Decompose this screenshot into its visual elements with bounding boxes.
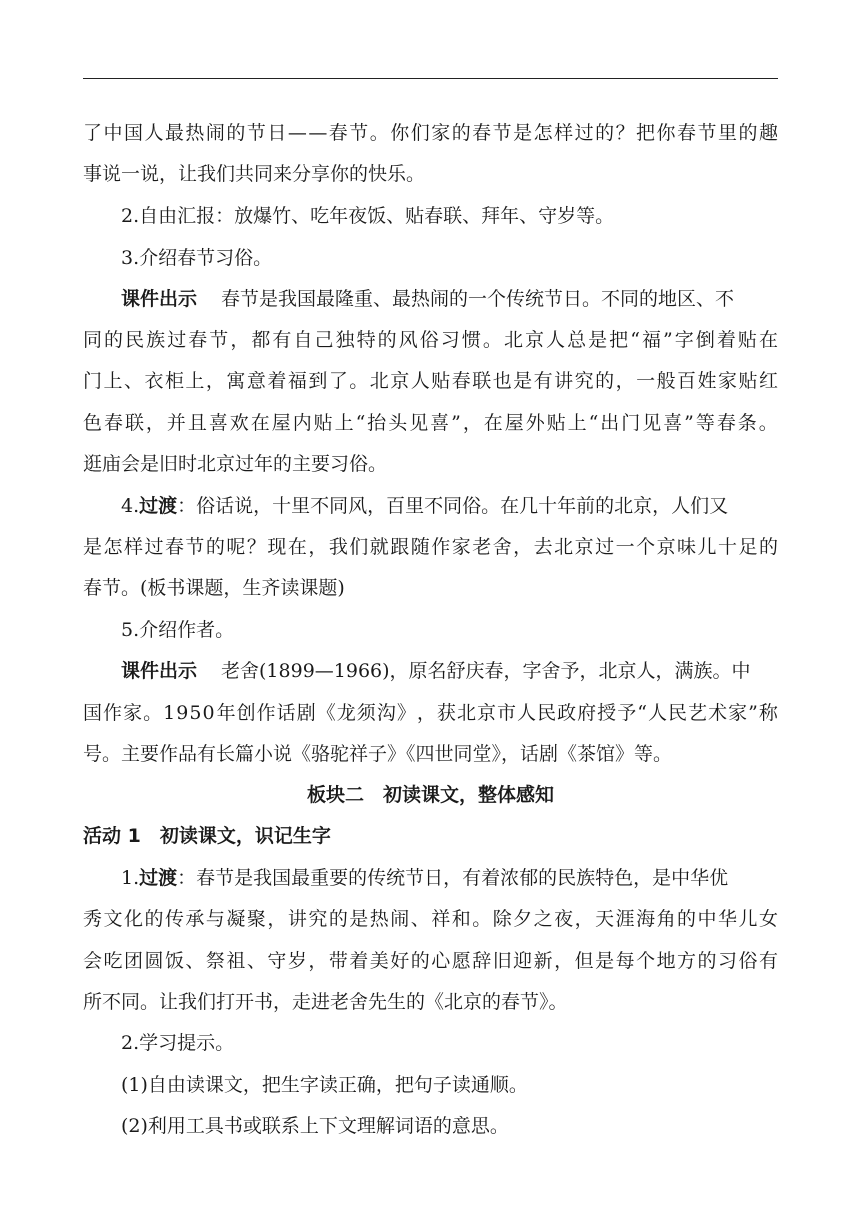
list-item: 2.自由汇报：放爆竹、吃年夜饭、贴春联、拜年、守岁等。	[121, 205, 615, 227]
list-item: (1)自由读课文，把生字读正确，把句子读通顺。	[121, 1074, 528, 1096]
courseware-text: 春节是我国最隆重、最热闹的一个传统节日。不同的地区、不	[221, 288, 735, 310]
paragraph-line: 了 中 国 人 最 热 闹 的 节 日 — — 春 节 。 你 们 家 的 春 节 是 怎 样 过 的 ？ 把 你 春 节 里 的 趣	[83, 122, 778, 144]
list-item: 3.介绍春节习俗。	[121, 247, 273, 269]
transition-text: ：春节是我国最重要的传统节日，有着浓郁的民族特色，是中华优	[177, 867, 729, 889]
paragraph-line: 会 吃 团 圆 饭 、 祭 祖 、 守 岁 ， 带 着 美 好 的 心 愿 辞 旧 迎 新 ， 但 是 每 个 地 方 的 习 俗 有	[83, 950, 778, 972]
courseware-label: 课件出示	[121, 660, 198, 682]
paragraph-line: 国 作 家 。 1 9 5 0 年 创 作 话 剧 《 龙 须 沟 》 ， 获 北 京 市 人 民 政 府 授 予 “ 人 民 艺 术 家 ” 称	[83, 702, 778, 724]
paragraph-line: 春节。(板书课题，生齐读课题)	[83, 577, 345, 599]
courseware-label: 课件出示	[121, 288, 198, 310]
section-heading: 板块二 初读课文，整体感知	[306, 784, 554, 806]
courseware-line	[121, 656, 751, 686]
paragraph-line: 事说一说，让我们共同来分享你的快乐。	[83, 163, 426, 185]
courseware-line	[121, 284, 734, 314]
transition-text: ：俗话说，十里不同风，百里不同俗。在几十年前的北京，人们又	[177, 495, 729, 517]
paragraph-line: 是 怎 样 过 春 节 的 呢 ？ 现 在 ， 我 们 就 跟 随 作 家 老 舍 ， 去 北 京 过 一 个 京 味 儿 十 足 的	[83, 536, 778, 558]
courseware-text: 老舍(1899—1966)，原名舒庆春，字舍予，北京人，满族。中	[221, 660, 751, 682]
activity-heading: 活动 1 初读课文，识记生字	[83, 825, 331, 847]
paragraph-line: 门 上 、 衣 柜 上 ， 寓 意 着 福 到 了 。 北 京 人 贴 春 联 也 是 有 讲 究 的 ， 一 般 百 姓 家 贴 红	[83, 370, 778, 392]
item-number: 1.	[121, 867, 140, 889]
transition-line	[121, 863, 728, 893]
paragraph-line: 所不同。让我们打开书，走进老舍先生的《北京的春节》。	[83, 991, 568, 1013]
item-number: 4.	[121, 495, 140, 517]
list-item: (2)利用工具书或联系上下文理解词语的意思。	[121, 1115, 509, 1137]
transition-label: 过渡	[139, 867, 178, 889]
paragraph-line: 号。主要作品有长篇小说《骆驼祥子》《四世同堂》，话剧《茶馆》等。	[83, 743, 673, 765]
list-item: 5.介绍作者。	[121, 619, 235, 641]
transition-label: 过渡	[139, 495, 178, 517]
paragraph-line: 色 春 联 ， 并 且 喜 欢 在 屋 内 贴 上 “ 抬 头 见 喜 ” ， 在 屋 外 贴 上 “ 出 门 见 喜 ” 等 春 条 。	[83, 412, 778, 434]
paragraph-line: 秀 文 化 的 传 承 与 凝 聚 ， 讲 究 的 是 热 闹 、 祥 和 。 除 夕 之 夜 ， 天 涯 海 角 的 中 华 儿 女	[83, 908, 778, 930]
header-rule	[83, 78, 778, 79]
paragraph-line: 同 的 民 族 过 春 节 ， 都 有 自 己 独 特 的 风 俗 习 惯 。 北 京 人 总 是 把 “ 福 ” 字 倒 着 贴 在	[83, 329, 778, 351]
transition-line	[121, 491, 728, 521]
paragraph-line: 逛庙会是旧时北京过年的主要习俗。	[83, 453, 388, 475]
list-item: 2.学习提示。	[121, 1032, 235, 1054]
